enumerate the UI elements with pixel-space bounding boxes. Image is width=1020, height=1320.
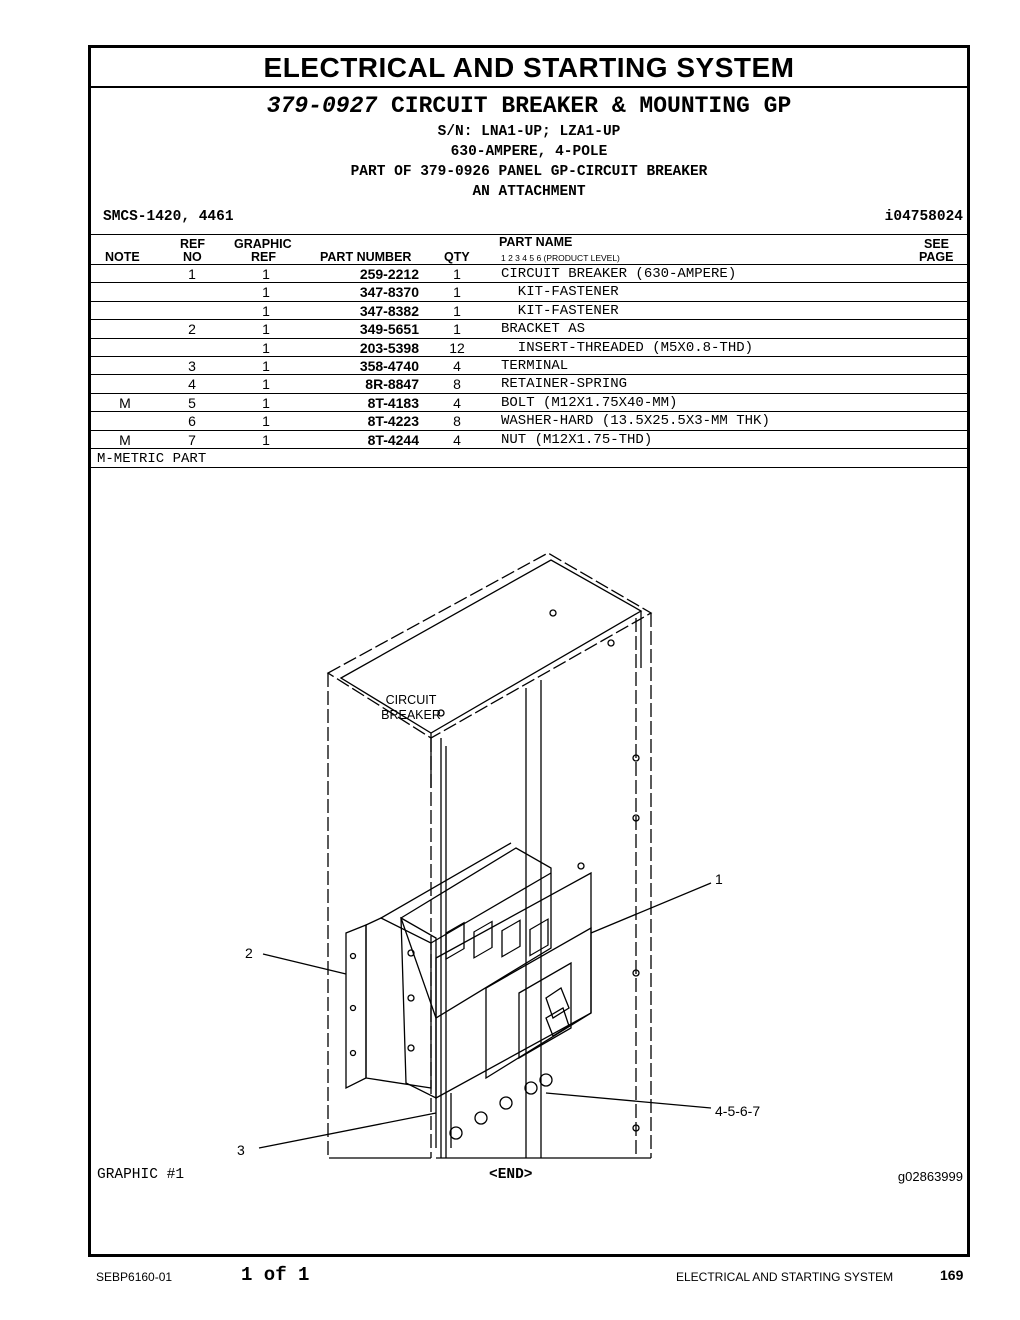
qty-cell: 4 [453,394,461,411]
table-row [91,430,967,448]
ref-no-cell: 7 [188,431,196,448]
part-number-cell: 349-5651 [359,321,419,338]
section-title: ELECTRICAL AND STARTING SYSTEM [91,48,967,88]
note-cell: M [119,394,131,411]
qty-cell: 8 [453,413,461,430]
qty-cell: 1 [453,302,461,319]
part-number-cell: 347-8370 [359,284,419,301]
part-name-cell: BRACKET AS [501,321,586,338]
ref-no-cell: 6 [188,413,196,430]
col-product-level: 1 2 3 4 5 6 (PRODUCT LEVEL) [501,253,620,263]
graphic-ref-cell: 1 [262,431,270,448]
metric-divider [91,467,967,468]
table-row [91,319,967,337]
col-part-name: PART NAME [499,235,573,249]
graphic-ref-cell: 1 [262,394,270,411]
table-row [91,411,967,429]
graphic-id: g02863999 [897,1169,963,1184]
part-number-cell: 259-2212 [359,266,419,282]
ref-no-cell: 2 [188,321,196,338]
end-label: <END> [489,1167,533,1183]
group-title [91,92,967,120]
col-ref-bottom: NO [183,250,202,264]
col-see-bottom: PAGE [919,250,954,264]
table-end-divider [91,448,967,449]
table-row [91,301,967,319]
circuit-breaker-drawing [91,488,967,1168]
note-cell: M [119,431,131,448]
qty-cell: 1 [453,284,461,301]
part-number-cell: 8R-8847 [365,376,419,393]
callout-3: 3 [237,1142,245,1158]
qty-cell: 4 [453,358,461,374]
part-name-cell: RETAINER-SPRING [501,376,628,393]
page-frame [88,45,970,1257]
footer-page-number: 169 [940,1267,964,1283]
callout-1: 1 [715,871,723,887]
smcs-code: SMCS-1420, 4461 [103,209,234,225]
footer-section: ELECTRICAL AND STARTING SYSTEM [676,1270,894,1284]
graphic-ref-cell: 1 [262,376,270,393]
part-number-cell: 203-5398 [359,339,419,356]
table-row [91,282,967,300]
graphic-ref-cell: 1 [262,413,270,430]
graphic-ref-cell: 1 [262,358,270,374]
callout-2: 2 [245,945,253,961]
footer-document-number: SEBP6160-01 [96,1270,173,1284]
table-row [91,264,967,282]
footer-page-of: 1 of 1 [241,1264,310,1286]
attachment: AN ATTACHMENT [472,184,586,200]
table-row [91,374,967,392]
part-name-cell: KIT-FASTENER [501,284,619,301]
part-name-cell: CIRCUIT BREAKER (630-AMPERE) [501,266,737,282]
table-row [91,393,967,411]
callout-4-5-6-7: 4-5-6-7 [715,1103,761,1119]
col-see-top: SEE [924,237,950,251]
graphic-ref-cell: 1 [262,284,270,301]
col-note: NOTE [105,250,140,264]
part-name-cell: NUT (M12X1.75-THD) [501,431,653,448]
part-name-cell: WASHER-HARD (13.5X25.5X3-MM THK) [501,413,770,430]
col-ref-top: REF [180,237,205,251]
graphic-ref-cell: 1 [262,339,270,356]
metric-note: M-METRIC PART [97,451,207,467]
part-number-cell: 358-4740 [359,358,419,374]
drawing-label-line2: BREAKER [381,708,441,722]
illustration-id: i04758024 [884,209,963,225]
part-number-cell: 8T-4244 [367,431,419,448]
ref-no-cell: 4 [188,376,196,393]
group-number: 379-0927 [266,93,378,119]
part-number-cell: 8T-4223 [367,413,419,430]
qty-cell: 1 [453,266,461,282]
group-name: CIRCUIT BREAKER & MOUNTING GP [390,93,792,119]
graphic-ref-cell: 1 [262,266,270,282]
part-name-cell: BOLT (M12X1.75X40-MM) [501,394,678,411]
table-row [91,338,967,356]
ref-no-cell: 1 [188,266,196,282]
qty-cell: 12 [449,339,465,356]
graphic-ref-cell: 1 [262,302,270,319]
col-graphic-top: GRAPHIC [234,237,292,251]
col-part-number: PART NUMBER [320,250,412,264]
qty-cell: 8 [453,376,461,393]
col-graphic-bottom: REF [251,250,276,264]
rating: 630-AMPERE, 4-POLE [450,144,608,160]
graphic-ref-cell: 1 [262,321,270,338]
part-name-cell: KIT-FASTENER [501,302,619,319]
col-qty: QTY [444,250,470,264]
part-name-cell: INSERT-THREADED (M5X0.8-THD) [501,339,754,356]
table-row [91,356,967,374]
graphic-label: GRAPHIC #1 [97,1167,185,1183]
part-number-cell: 347-8382 [359,302,419,319]
part-number-cell: 8T-4183 [367,394,419,411]
serial-numbers: S/N: LNA1-UP; LZA1-UP [437,124,621,140]
ref-no-cell: 3 [188,358,196,374]
part-of: PART OF 379-0926 PANEL GP-CIRCUIT BREAKER [350,164,708,180]
part-name-cell: TERMINAL [501,358,569,374]
ref-no-cell: 5 [188,394,196,411]
qty-cell: 1 [453,321,461,338]
qty-cell: 4 [453,431,461,448]
drawing-label-line1: CIRCUIT [385,693,437,707]
